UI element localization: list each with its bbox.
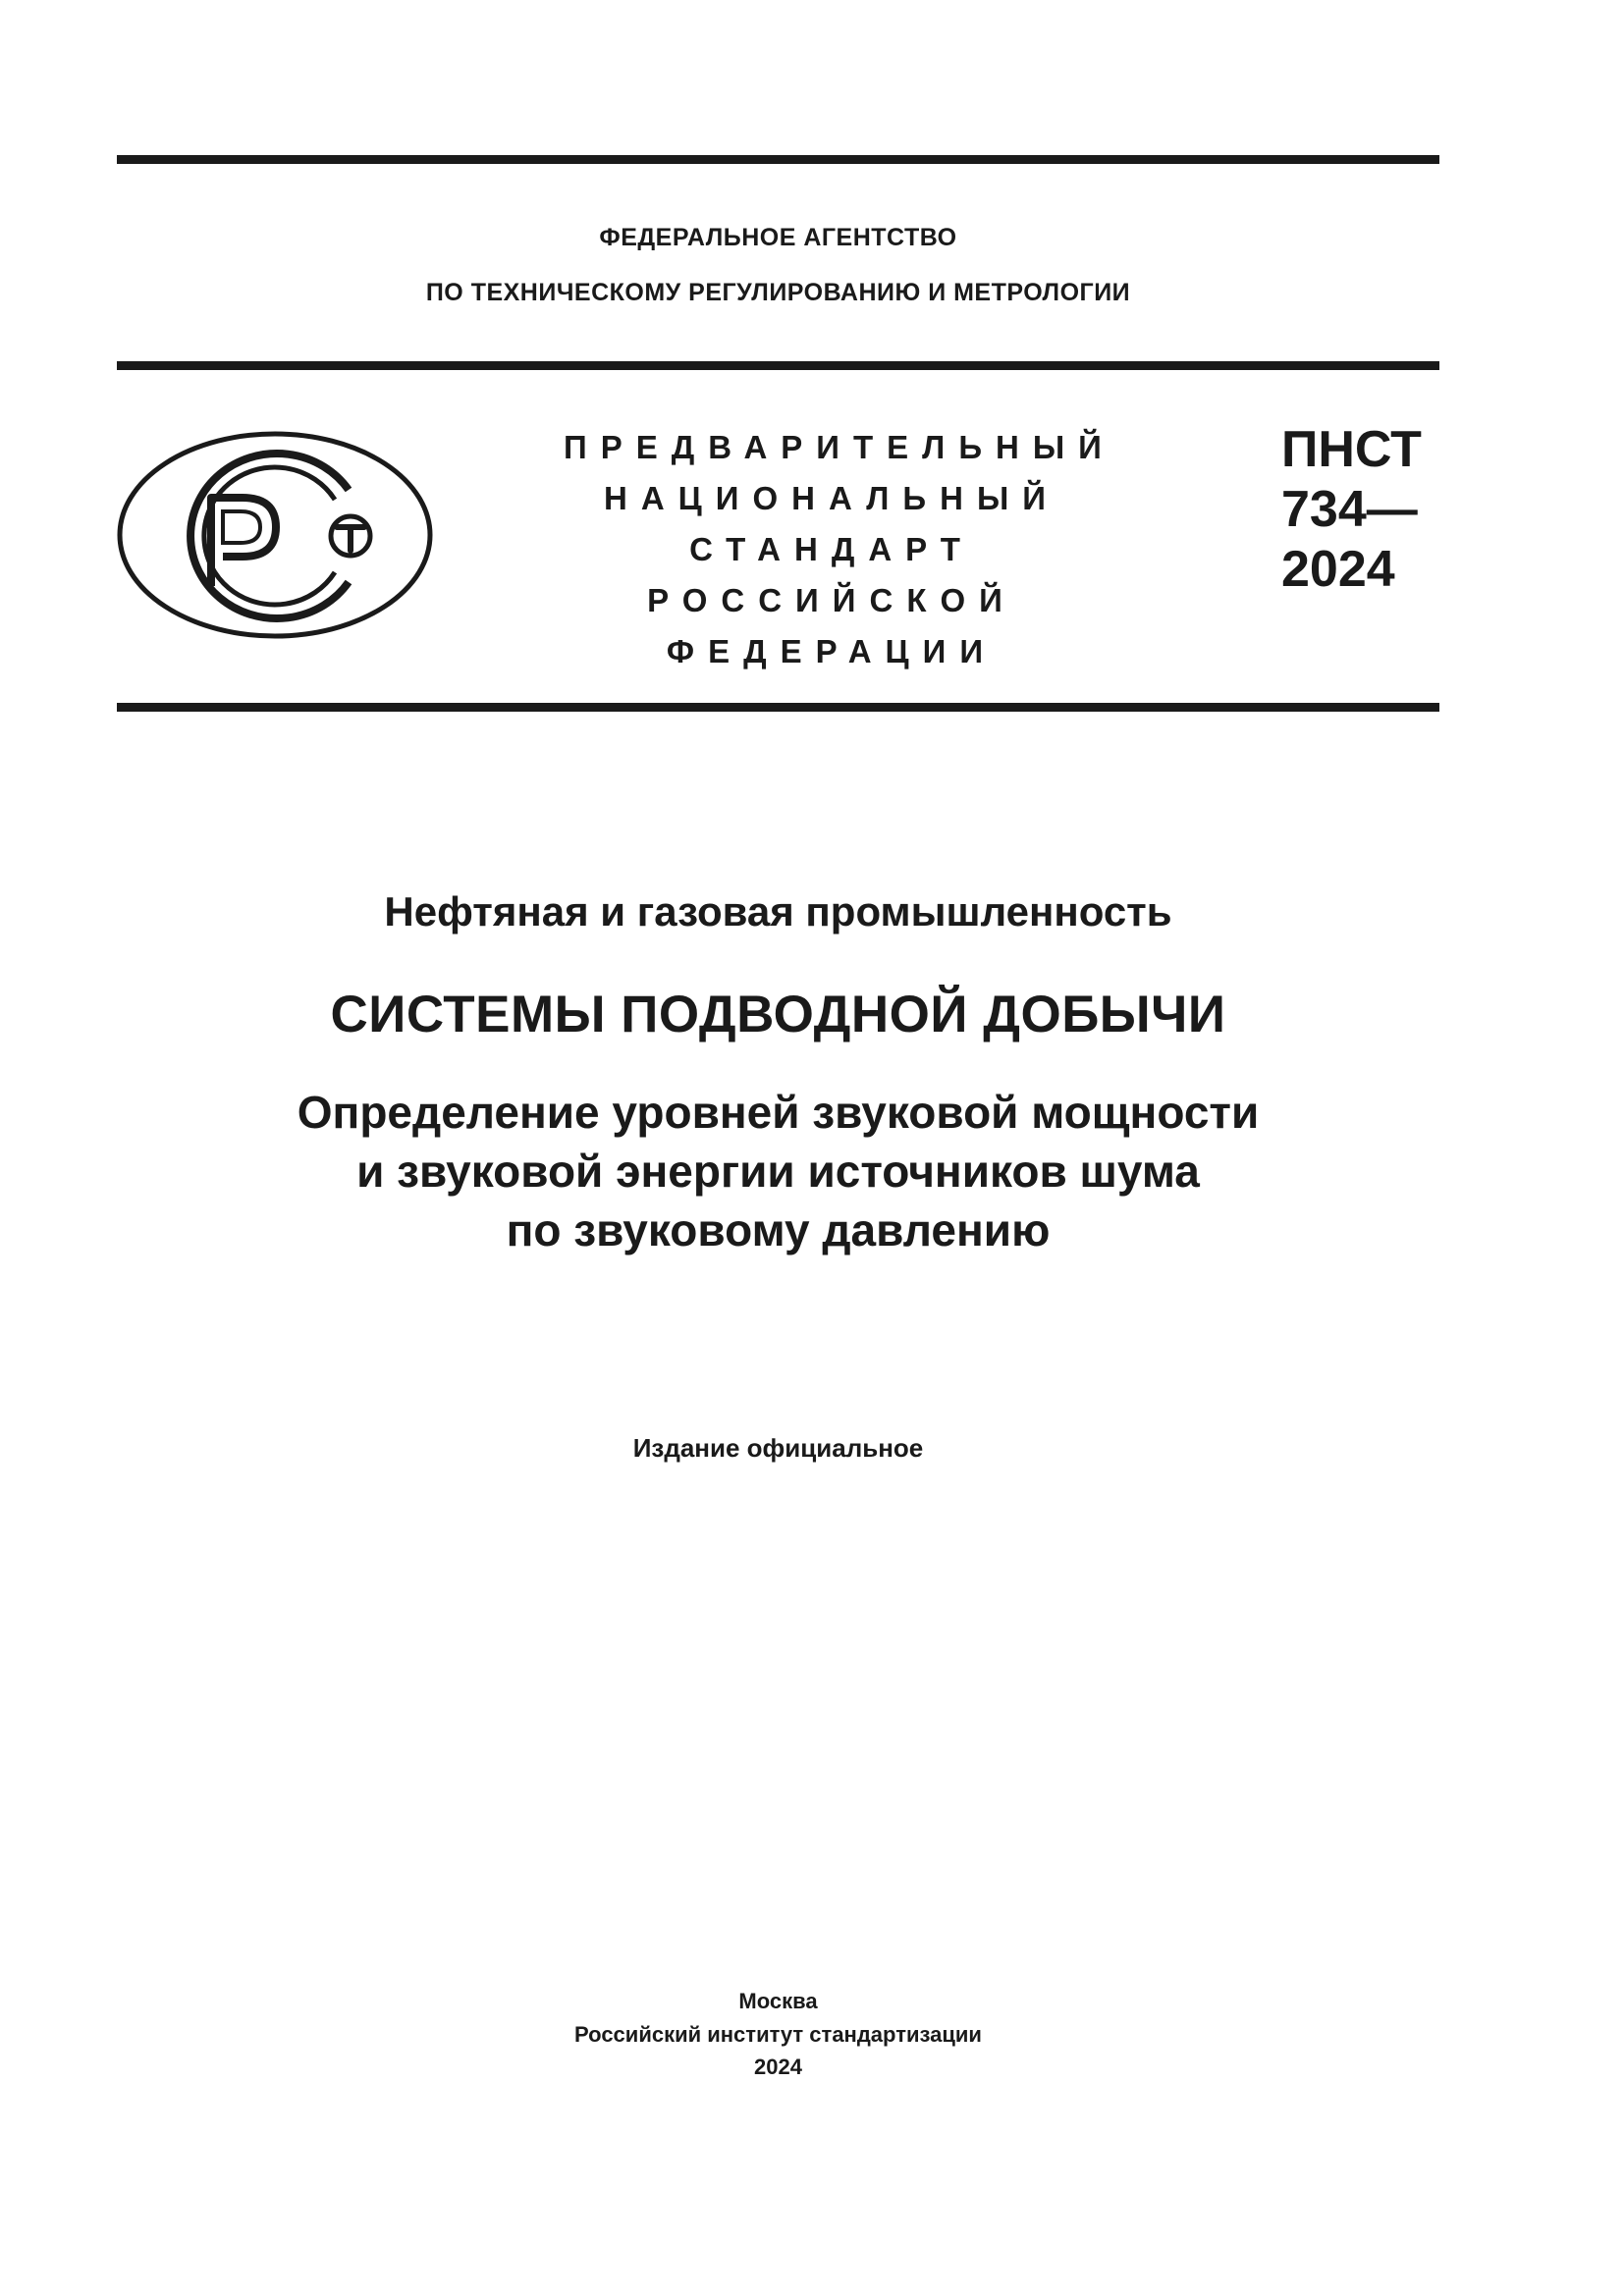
standard-type [550,422,1115,677]
subtitle-line: по звуковому давлению [506,1204,1051,1255]
standard-number-line: 2024 [1281,541,1395,598]
standard-type-line: ФЕДЕРАЦИИ [666,633,998,669]
top-rule [117,155,1439,164]
agency-name-line-1: ФЕДЕРАЛЬНОЕ АГЕНТСТВО [599,224,957,251]
footer-publisher: Российский институт стандартизации [574,2022,982,2047]
gost-r-logo-icon [117,431,433,639]
standard-number [1281,420,1422,600]
agency-name-line-2: ПО ТЕХНИЧЕСКОМУ РЕГУЛИРОВАНИЮ И МЕТРОЛОГИИ [425,279,1131,306]
header-divider-rule [117,361,1439,370]
header-bottom-rule [117,703,1439,712]
footer-year: 2024 [754,2055,802,2079]
edition-label: Издание официальное [632,1433,924,1463]
subtitle-line: Определение уровней звуковой мощности [297,1087,1260,1138]
standard-type-line: ПРЕДВАРИТЕЛЬНЫЙ [564,429,1115,465]
standard-type-line: НАЦИОНАЛЬНЫЙ [604,480,1059,516]
subtitle-line: и звуковой энергии источников шума [356,1146,1200,1197]
standard-number-line: 734— [1281,481,1418,538]
standard-type-line: СТАНДАРТ [689,531,974,567]
standard-type-line: РОССИЙСКОЙ [647,582,1016,618]
industry-title: Нефтяная и газовая промышленность [384,888,1172,934]
main-title: СИСТЕМЫ ПОДВОДНОЙ ДОБЫЧИ [330,986,1226,1043]
footer-city: Москва [738,1989,818,2013]
subtitle [117,1083,1439,1259]
standard-number-line: ПНСТ [1281,421,1422,478]
